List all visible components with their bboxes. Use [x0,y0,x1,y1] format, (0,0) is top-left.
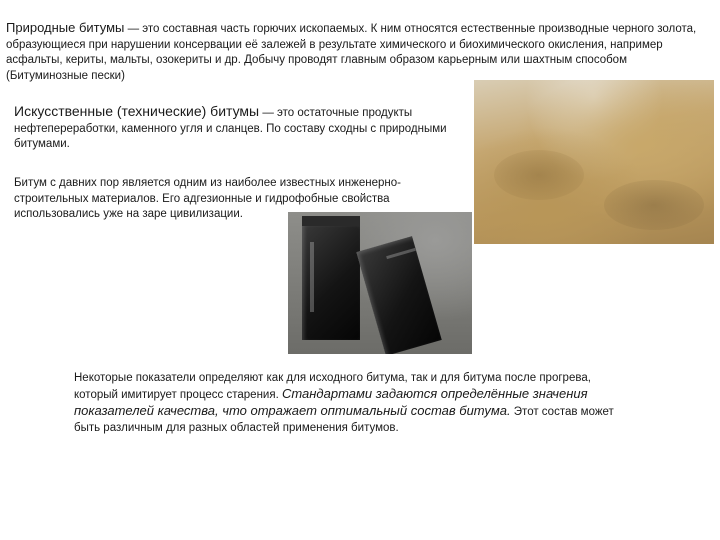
quality-indicators-paragraph [74,370,634,436]
quality-text-end: Этот состав может быть различным для разных областей применения битумов. [74,406,614,434]
quality-text-start: Некоторые показатели определяют как для исходного битума, так и для битума после прогрева, который имитирует процесс старения. [74,372,591,401]
sand-texture [494,150,584,200]
natural-bitumen-text: — это составная часть горючих ископаемых. К ним относятся естественные производные черного золота, образующиеся при нарушении консервации её залежей в результате химического и биохимического окисления, например асфальты, кериты, мальты, озокериты и др. Добычу проводят главным образом карьерным или шахтным способом (Битуминозные пески) [6,23,697,82]
sand-texture [604,180,704,230]
artificial-bitumen-paragraph [14,104,454,153]
bitumen-blocks-photo [288,212,472,354]
bitumen-block-top [302,216,360,226]
artificial-bitumen-text: — это остаточные продукты нефтепереработки, каменного угля и сланцев. По составу сходны с природными битумами. [14,107,447,150]
natural-bitumen-paragraph [6,20,712,84]
bitumen-history-text: Битум с давних пор является одним из наиболее известных инженерно-строительных материалов. Его адгезионные и гидрофобные свойства использовались уже на заре цивилизации. [14,177,401,220]
sand-pile-photo [474,80,714,244]
block-highlight [310,242,314,312]
quality-italic-text: Стандартами задаются определённые значения показателей качества, что отражает оптимальный состав битума. [74,386,588,418]
natural-bitumen-term: Природные битумы [6,20,125,35]
artificial-bitumen-term: Искусственные (технические) битумы [14,103,260,119]
